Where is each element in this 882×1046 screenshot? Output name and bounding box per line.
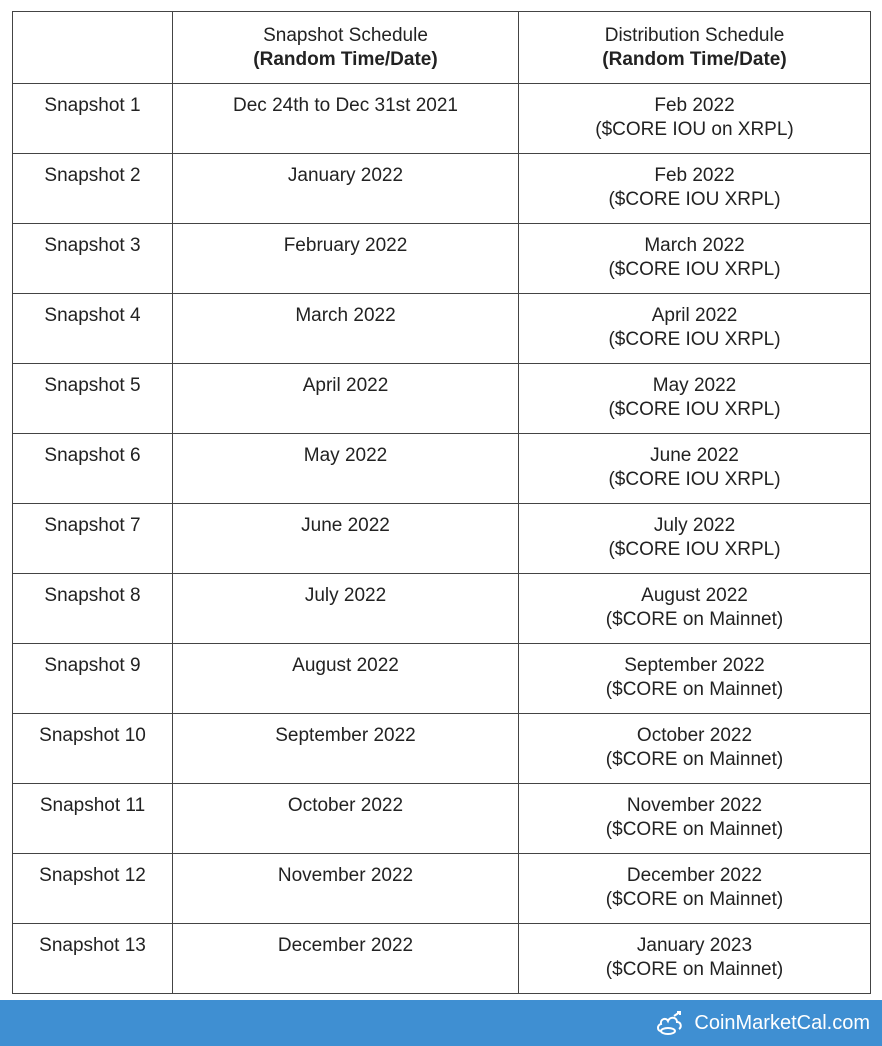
distribution-date: December 2022 [626, 865, 763, 886]
snapshot-date: January 2022 [173, 154, 519, 224]
table-row [13, 154, 871, 224]
distribution-note: ($CORE IOU XRPL) [608, 329, 781, 350]
distribution-note: ($CORE on Mainnet) [605, 819, 784, 840]
footer-bar [0, 1000, 882, 1046]
row-label: Snapshot 6 [13, 434, 173, 504]
table-row [13, 644, 871, 714]
distribution-cell [519, 434, 871, 504]
table-header-row [13, 12, 871, 84]
table-row [13, 784, 871, 854]
snapshot-date: September 2022 [173, 714, 519, 784]
row-label: Snapshot 13 [13, 924, 173, 994]
row-label: Snapshot 8 [13, 574, 173, 644]
row-label: Snapshot 4 [13, 294, 173, 364]
row-label: Snapshot 10 [13, 714, 173, 784]
distribution-cell [519, 714, 871, 784]
header-distribution-subtitle: (Random Time/Date) [602, 49, 787, 70]
distribution-date: Feb 2022 [654, 95, 735, 116]
table-row [13, 714, 871, 784]
row-label: Snapshot 9 [13, 644, 173, 714]
snapshot-date: April 2022 [173, 364, 519, 434]
header-snapshot-subtitle: (Random Time/Date) [253, 49, 438, 70]
distribution-cell [519, 784, 871, 854]
snapshot-date: May 2022 [173, 434, 519, 504]
table-row [13, 224, 871, 294]
snapshot-date: Dec 24th to Dec 31st 2021 [173, 84, 519, 154]
distribution-note: ($CORE IOU XRPL) [608, 259, 781, 280]
distribution-note: ($CORE IOU XRPL) [608, 539, 781, 560]
distribution-note: ($CORE IOU on XRPL) [595, 119, 794, 140]
distribution-date: October 2022 [636, 725, 753, 746]
table-row [13, 504, 871, 574]
distribution-cell [519, 854, 871, 924]
distribution-cell [519, 574, 871, 644]
distribution-note: ($CORE on Mainnet) [605, 959, 784, 980]
header-snapshot-schedule [173, 12, 519, 84]
distribution-note: ($CORE on Mainnet) [605, 679, 784, 700]
row-label: Snapshot 7 [13, 504, 173, 574]
distribution-date: April 2022 [651, 305, 738, 326]
snapshot-date: November 2022 [173, 854, 519, 924]
header-snapshot-title: Snapshot Schedule [263, 25, 428, 46]
table-row [13, 854, 871, 924]
schedule-table [12, 11, 871, 994]
snapshot-date: December 2022 [173, 924, 519, 994]
brand-name: CoinMarketCal.com [694, 1011, 870, 1034]
table-row [13, 924, 871, 994]
distribution-cell [519, 154, 871, 224]
distribution-note: ($CORE IOU XRPL) [608, 399, 781, 420]
header-distribution-title: Distribution Schedule [604, 25, 785, 46]
distribution-note: ($CORE on Mainnet) [605, 609, 784, 630]
row-label: Snapshot 3 [13, 224, 173, 294]
distribution-date: August 2022 [641, 585, 748, 606]
header-distribution-schedule [519, 12, 871, 84]
distribution-cell [519, 924, 871, 994]
distribution-date: January 2023 [636, 935, 753, 956]
table-row [13, 574, 871, 644]
table-row [13, 84, 871, 154]
snapshot-date: June 2022 [173, 504, 519, 574]
distribution-note: ($CORE IOU XRPL) [608, 189, 781, 210]
row-label: Snapshot 5 [13, 364, 173, 434]
row-label: Snapshot 2 [13, 154, 173, 224]
snapshot-date: August 2022 [173, 644, 519, 714]
snapshot-date: March 2022 [173, 294, 519, 364]
row-label: Snapshot 1 [13, 84, 173, 154]
distribution-date: July 2022 [653, 515, 736, 536]
snapshot-date: February 2022 [173, 224, 519, 294]
distribution-date: Feb 2022 [654, 165, 735, 186]
header-empty-cell [13, 12, 173, 84]
snapshot-date: October 2022 [173, 784, 519, 854]
distribution-cell [519, 644, 871, 714]
table-row [13, 434, 871, 504]
brand-link[interactable] [656, 1000, 870, 1046]
distribution-date: November 2022 [626, 795, 763, 816]
distribution-cell [519, 364, 871, 434]
table-row [13, 294, 871, 364]
row-label: Snapshot 11 [13, 784, 173, 854]
distribution-note: ($CORE IOU XRPL) [608, 469, 781, 490]
distribution-date: June 2022 [650, 445, 739, 466]
coinmarketcal-logo-icon [656, 1010, 686, 1036]
row-label: Snapshot 12 [13, 854, 173, 924]
distribution-date: March 2022 [644, 235, 745, 256]
distribution-cell [519, 294, 871, 364]
distribution-date: September 2022 [624, 655, 765, 676]
distribution-note: ($CORE on Mainnet) [605, 889, 784, 910]
distribution-note: ($CORE on Mainnet) [605, 749, 784, 770]
distribution-cell [519, 84, 871, 154]
table-row [13, 364, 871, 434]
snapshot-date: July 2022 [173, 574, 519, 644]
distribution-date: May 2022 [652, 375, 737, 396]
distribution-cell [519, 224, 871, 294]
distribution-cell [519, 504, 871, 574]
